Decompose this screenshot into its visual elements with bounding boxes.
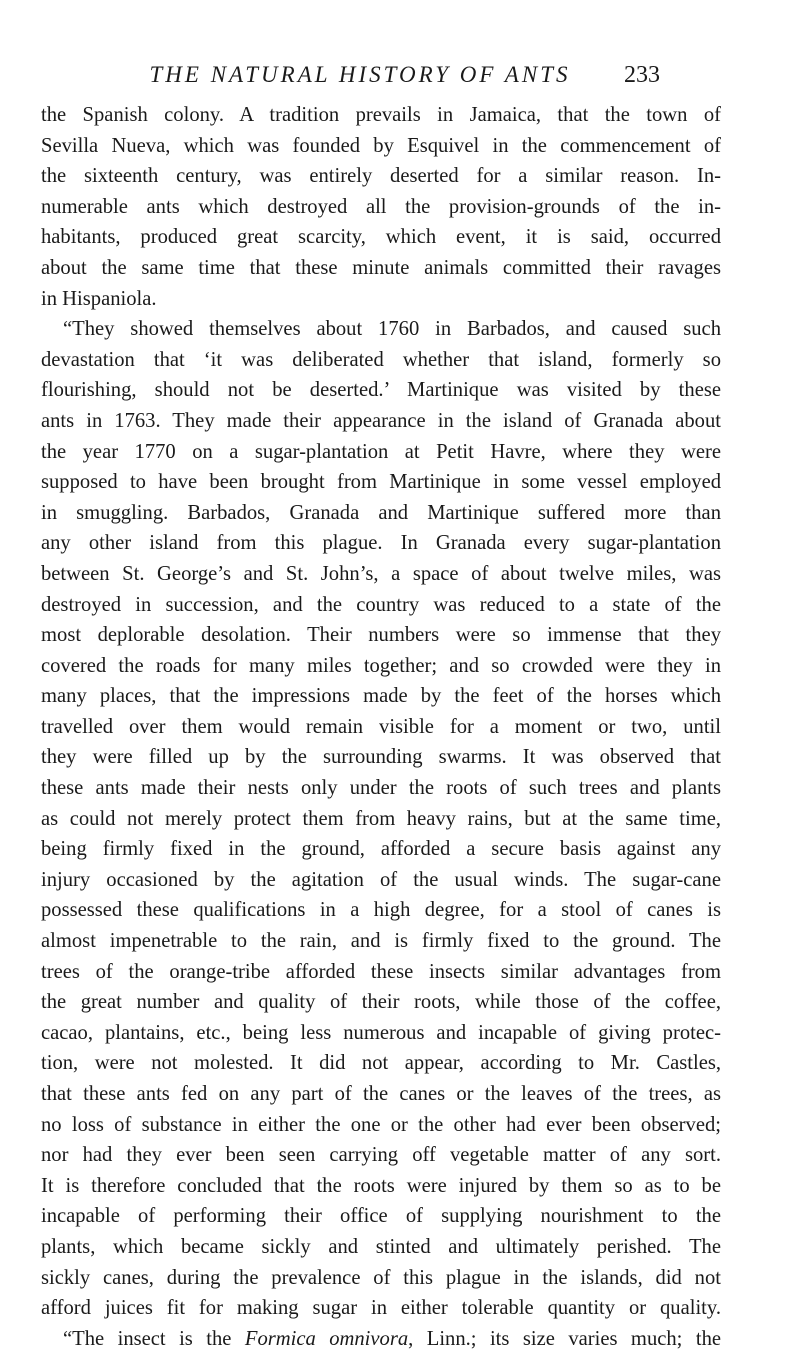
text-line: the year 1770 on a sugar-plantation at Petit Havre, where they were (41, 440, 721, 463)
text-line: travelled over them would remain visible for a moment or two, until (41, 715, 721, 738)
text-line: between St. George’s and St. John’s, a space of about twelve miles, was (41, 562, 721, 585)
text-line: afford juices fit for making sugar in either tolerable quantity or quality. (41, 1297, 721, 1320)
text-line: incapable of performing their office of supplying nourishment to the (41, 1205, 721, 1228)
text-line: the sixteenth century, was entirely deserted for a similar reason. In- (41, 165, 721, 188)
text-line: numerable ants which destroyed all the provision-grounds of the in- (41, 195, 721, 218)
text-line: ants in 1763. They made their appearance in the island of Granada about (41, 409, 721, 432)
text-line: any other island from this plague. In Granada every sugar-plantation (41, 532, 721, 555)
text-line: possessed these qualifications in a high degree, for a stool of canes is (41, 899, 721, 922)
final-line-before: “The insect is the (63, 1327, 245, 1350)
text-line: that these ants fed on any part of the canes or the leaves of the trees, as (41, 1083, 721, 1105)
species-name: Formica omnivora (244, 1327, 409, 1350)
text-line-final (41, 1324, 721, 1354)
running-head (0, 62, 800, 102)
text-line: trees of the orange-tribe afforded these insects similar advantages from (41, 960, 721, 983)
text-line: no loss of substance in either the one or the other had ever been observed; (41, 1113, 721, 1136)
text-line: supposed to have been brought from Martinique in some vessel employed (41, 471, 721, 494)
text-line: sickly canes, during the prevalence of this plague in the islands, did not (41, 1266, 721, 1289)
text-line: almost impenetrable to the rain, and is firmly fixed to the ground. The (41, 930, 721, 953)
text-line: destroyed in succession, and the country was reduced to a state of the (41, 593, 721, 616)
text-line: flourishing, should not be deserted.’ Martinique was visited by these (41, 379, 721, 402)
text-line: the Spanish colony. A tradition prevails in Jamaica, that the town of (41, 104, 721, 126)
text-line: most deplorable desolation. Their numbers were so immense that they (41, 624, 721, 647)
text-line: habitants, produced great scarcity, which event, it is said, occurred (41, 226, 721, 249)
running-title: THE NATURAL HISTORY OF ANTS (149, 62, 571, 87)
text-line: plants, which became sickly and stinted and ultimately perished. The (41, 1235, 721, 1258)
text-line: many places, that the impressions made by the feet of the horses which (41, 685, 721, 708)
text-line: about the same time that these minute animals committed their ravages (41, 256, 721, 279)
text-line: these ants made their nests only under the roots of such trees and plants (41, 777, 721, 800)
text-line: covered the roads for many miles together; and so crowded were they in (41, 654, 721, 677)
page-number: 233 (624, 62, 660, 88)
text-line: devastation that ‘it was deliberated whether that island, formerly so (41, 348, 721, 371)
text-line: Sevilla Nueva, which was founded by Esquivel in the commencement of (41, 134, 721, 157)
text-line: in Hispaniola. (41, 287, 157, 310)
text-line: injury occasioned by the agitation of the usual winds. The sugar-cane (41, 868, 721, 891)
body-text (41, 100, 721, 1354)
text-line: tion, were not molested. It did not appear, according to Mr. Castles, (41, 1052, 721, 1075)
text-line: the great number and quality of their roots, while those of the coffee, (41, 991, 721, 1014)
text-line: cacao, plantains, etc., being less numerous and incapable of giving protec- (41, 1021, 721, 1044)
final-line-after: , Linn.; its size varies much; the (408, 1327, 722, 1350)
text-line: nor had they ever been seen carrying off vegetable matter of any sort. (41, 1144, 721, 1167)
text-line: as could not merely protect them from heavy rains, but at the same time, (41, 807, 721, 830)
text-line: being firmly fixed in the ground, afforded a secure basis against any (41, 838, 721, 861)
text-line: It is therefore concluded that the roots were injured by them so as to be (41, 1174, 721, 1197)
text-line: they were filled up by the surrounding swarms. It was observed that (41, 746, 721, 769)
text-line: in smuggling. Barbados, Granada and Martinique suffered more than (41, 501, 721, 524)
text-line: “They showed themselves about 1760 in Barbados, and caused such (63, 318, 721, 341)
